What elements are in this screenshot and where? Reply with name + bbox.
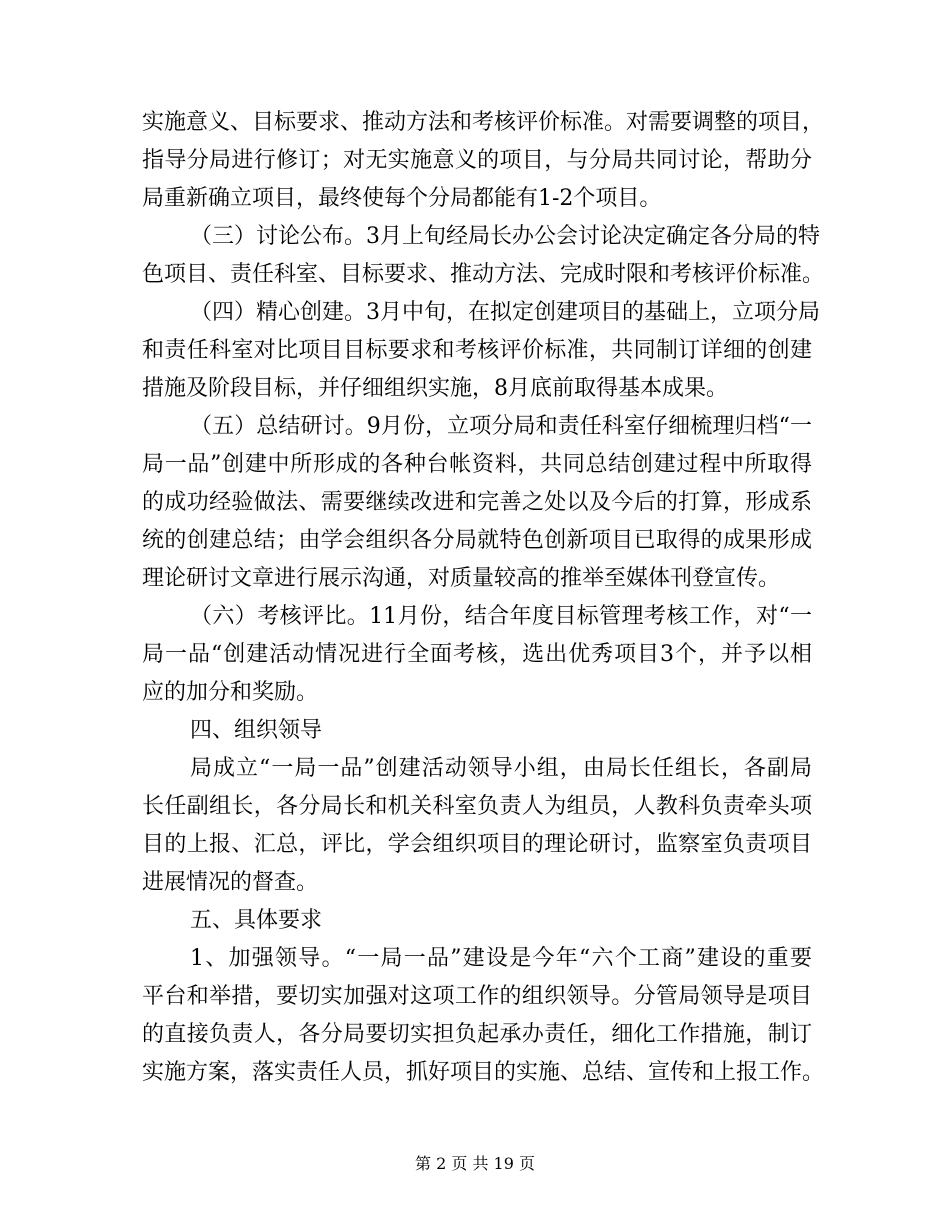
text-line: 四、组织领导 bbox=[190, 718, 323, 743]
text-line: 局一品“创建活动情况进行全面考核，选出优秀项目3个，并予以相 bbox=[142, 642, 812, 667]
text-line: （六）考核评比。11月份，结合年度目标管理考核工作，对“一 bbox=[190, 604, 812, 629]
text-line: 应的加分和奖励。 bbox=[142, 680, 319, 705]
text-line: 和责任科室对比项目目标要求和考核评价标准，共同制订详细的创建 bbox=[142, 338, 812, 363]
text-line: 色项目、责任科室、目标要求、推动方法、完成时限和考核评价标准。 bbox=[142, 262, 825, 287]
text-line: （五）总结研讨。9月份，立项分局和责任科室仔细梳理归档“一 bbox=[190, 414, 812, 439]
text-line: 局一品”创建中所形成的各种台帐资料，共同总结创建过程中所取得 bbox=[142, 452, 812, 477]
text-line: 的成功经验做法、需要继续改进和完善之处以及今后的打算，形成系 bbox=[142, 490, 812, 515]
text-line: 的直接负责人，各分局要切实担负起承办责任，细化工作措施，制订 bbox=[142, 1022, 812, 1047]
text-line: 局重新确立项目，最终使每个分局都能有1-2个项目。 bbox=[142, 186, 662, 211]
text-line: 平台和举措，要切实加强对这项工作的组织领导。分管局领导是项目 bbox=[142, 984, 812, 1009]
text-line: 统的创建总结；由学会组织各分局就特色创新项目已取得的成果形成 bbox=[142, 528, 812, 553]
body-text bbox=[142, 104, 825, 1092]
text-line: 措施及阶段目标，并仔细组织实施，8月底前取得基本成果。 bbox=[142, 376, 728, 401]
text-line: （四）精心创建。3月中旬，在拟定创建项目的基础上，立项分局 bbox=[190, 300, 820, 325]
text-line: 目的上报、汇总，评比，学会组织项目的理论研讨，监察室负责项目 bbox=[142, 832, 812, 857]
text-line: 1、加强领导。“一局一品”建设是今年“六个工商”建设的重要 bbox=[190, 946, 812, 971]
text-line: （三）讨论公布。3月上旬经局长办公会讨论决定确定各分局的特 bbox=[190, 224, 820, 249]
text-line: 长任副组长，各分局长和机关科室负责人为组员，人教科负责牵头项 bbox=[142, 794, 812, 819]
text-line: 局成立“一局一品”创建活动领导小组，由局长任组长，各副局 bbox=[190, 756, 812, 781]
text-line: 进展情况的督查。 bbox=[142, 870, 319, 895]
text-line: 实施意义、目标要求、推动方法和考核评价标准。对需要调整的项目， bbox=[142, 110, 825, 135]
text-line: 实施方案，落实责任人员，抓好项目的实施、总结、宣传和上报工作。 bbox=[142, 1060, 825, 1085]
text-line: 理论研讨文章进行展示沟通，对质量较高的推举至媒体刊登宣传。 bbox=[142, 566, 781, 591]
text-line: 五、具体要求 bbox=[190, 908, 323, 933]
text-line: 指导分局进行修订；对无实施意义的项目，与分局共同讨论，帮助分 bbox=[142, 148, 812, 173]
page-number-footer: 第 2 页 共 19 页 bbox=[415, 1154, 535, 1173]
